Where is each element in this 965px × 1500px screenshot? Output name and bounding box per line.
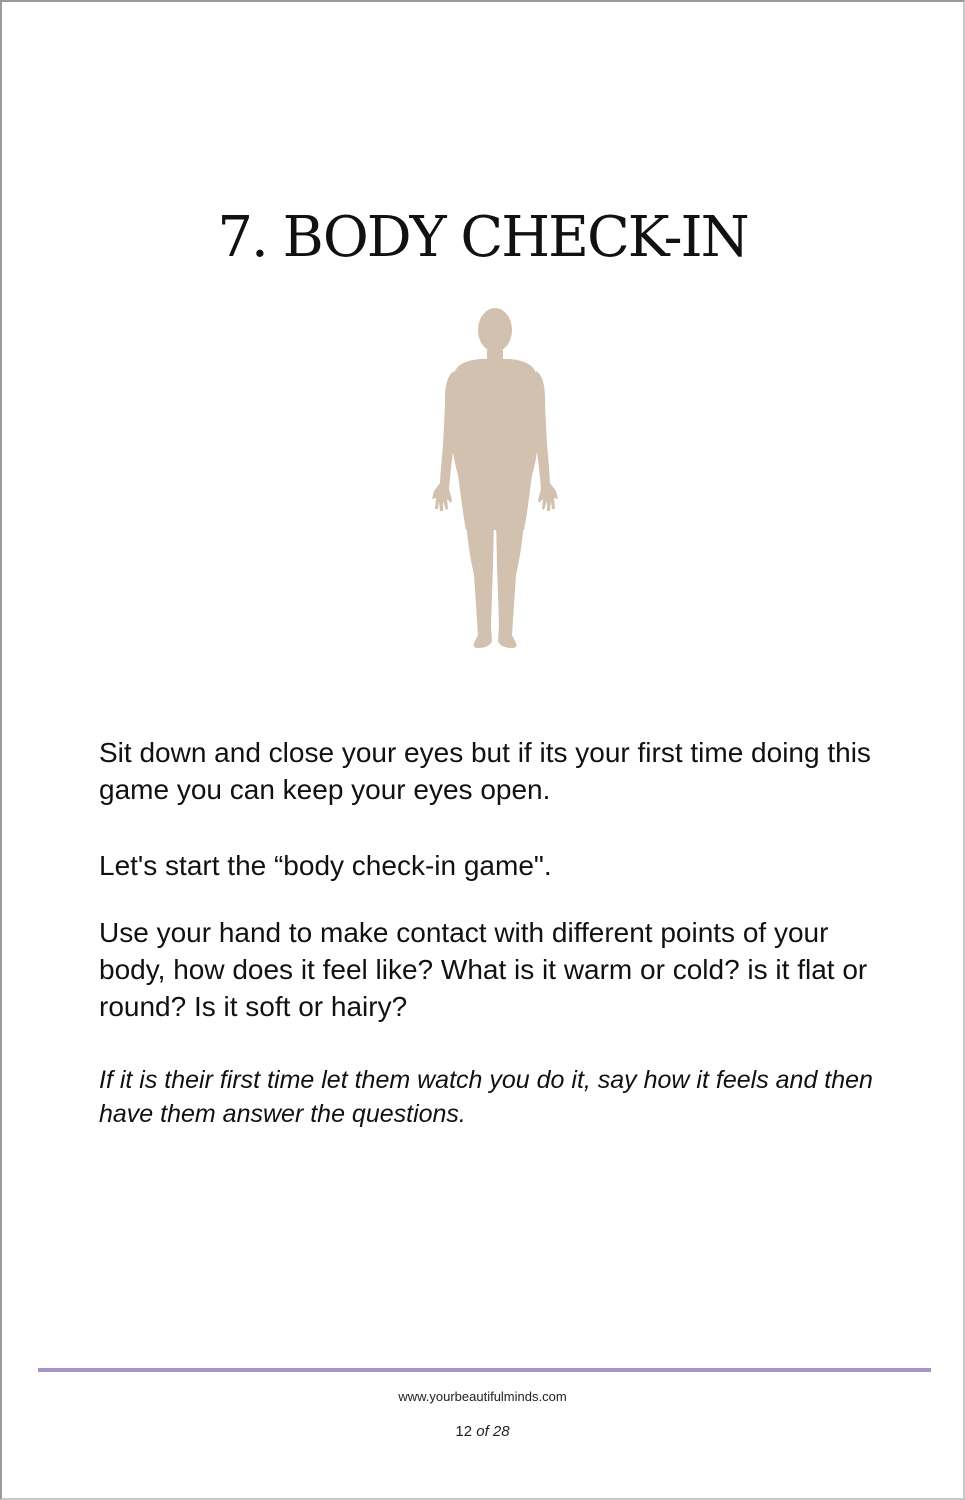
footer-website: www.yourbeautifulminds.com	[398, 1389, 567, 1404]
page-title: 7. BODY CHECK-IN	[217, 205, 748, 270]
footer-divider	[38, 1368, 931, 1372]
human-body-icon	[424, 305, 566, 651]
page-number-total: 28	[492, 1423, 510, 1440]
instruction-paragraph-1: Sit down and close your eyes but if its your first time doing this game you can keep your eyes open.	[99, 737, 871, 805]
instruction-paragraph-2: Let's start the “body check-in game".	[99, 850, 552, 881]
page-number-current: 12	[455, 1423, 473, 1440]
page-number-of: of	[476, 1423, 489, 1440]
instruction-paragraph-3: Use your hand to make contact with different points of your body, how does it feel like? What is it warm or cold? is it flat or round? Is it soft or hairy?	[99, 917, 868, 1022]
page-number	[2, 1423, 963, 1440]
parent-note: If it is their first time let them watch you do it, say how it feels and then have them answer the questions.	[99, 1066, 873, 1128]
